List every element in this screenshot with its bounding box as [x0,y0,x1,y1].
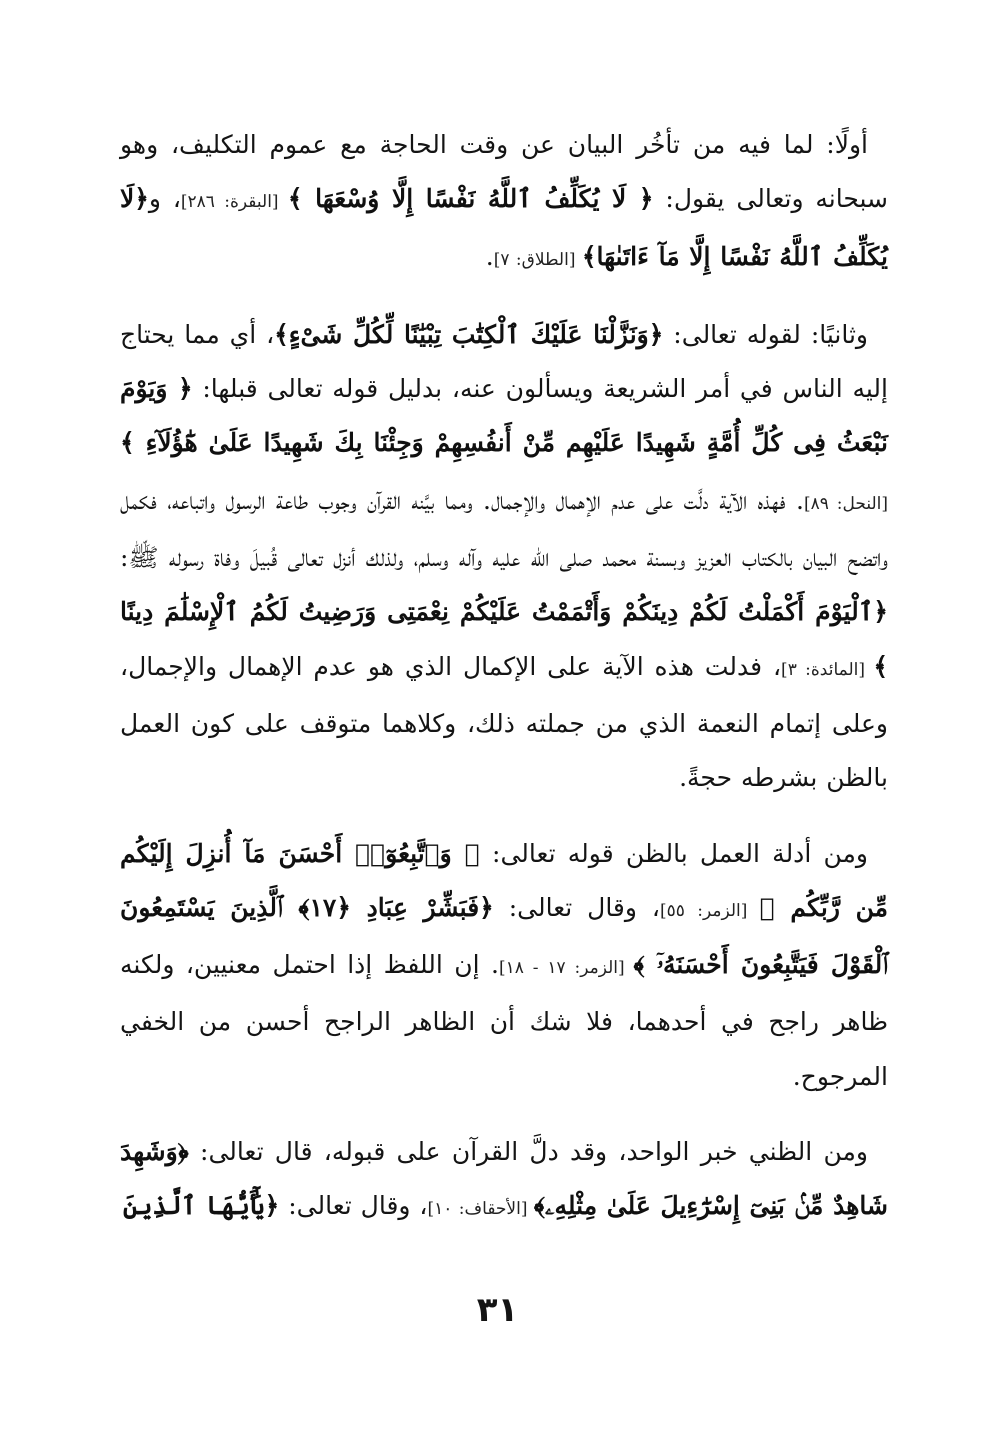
verse-reference: [المائدة: ٣] [781,659,874,680]
quran-verse: ﴿وَشَهِدَ شَاهِدٌ مِّنۢ بَنِىٓ إِسْرَٰٓءِيلَ عَلَىٰ مِثْلِهِۦ﴾ [120,1137,888,1221]
quran-verse: ﴿ وَٱتَّبِعُوٓا۟ أَحْسَنَ مَآ أُنزِلَ إِلَيْكُم مِّن رَّبِّكُم ﴾ [120,838,889,922]
body-text: . إن اللفظ إذا احتمل معنيين، ولكنه ظاهر راجح في أحدهما، فلا شك أن الظاهر الراجح أحسن من الخفي المرجوح. [120,950,888,1091]
body-text: . [485,241,494,271]
body-text: أولًا: لما فيه من تأخُر البيان عن وقت الحاجة مع عموم التكليف، وهو سبحانه وتعالى يقول: [120,130,888,214]
body-text: ، وقال تعالى: [493,892,660,922]
page-number: ٣١ [476,1290,519,1330]
quran-verse: ﴿يَٰٓأَيُّهَا ٱلَّذِينَ [123,1191,280,1221]
body-text: ومن الظني خبر الواحد، وقد دلَّ القرآن على قبوله، قال تعالى: [188,1137,868,1167]
body-text: ، و [148,184,181,214]
verse-reference: [الزمر: ٥٥] [659,900,760,921]
body-text: ، فدلت هذه الآية على الإكمال الذي هو عدم الإهمال والإجمال، وعلى إتمام النعمة الذي من جملته ذلك، وكلاهما متوقف على كون العمل بالظن بشرطه حجةً. [120,651,888,793]
verse-reference: [الزمر: ١٧ - ١٨] [498,958,634,979]
body-text: ، وقال تعالى: [279,1191,428,1221]
verse-reference: [الأحقاف: ١٠] [427,1199,534,1220]
body-text: . فهذه الآية دلَّت على عدم الإهمال والإجمال. ومما بيَّنه القرآن وجوب طاعة الرسول واتباعه، فكمل واتضح البيان بالكتاب العزيز وبسنة محمد صلى الله عليه وآله وسلم، ولذلك أنزل تعالى قُبيلَ وفاة رسوله ﷺ: [120,485,888,573]
body-text: وثانيًا: لقوله تعالى: [663,319,869,349]
paragraph-2 [120,308,888,806]
verse-reference: [النحل: ٨٩] [803,493,888,514]
quran-verse: ﴿وَنَزَّلْنَا عَلَيْكَ ٱلْكِتَٰبَ تِبْيَٰنًا لِّكُلِّ شَىْءٍ﴾ [274,319,664,349]
paragraph-1 [120,118,888,287]
quran-verse: ﴿فَبَشِّرْ عِبَادِ ﴿١٧﴾ ٱلَّذِينَ يَسْتَمِعُونَ ٱلْقَوْلَ فَيَتَّبِعُونَ أَحْسَنَهُۥٓ ﴾ [120,892,888,980]
body-text: ومن أدلة العمل بالظن قوله تعالى: [479,838,869,868]
page-body [120,118,888,1237]
body-text: ، أي مما يحتاج إليه الناس في أمر الشريعة ويسألون عنه، بدليل قوله تعالى قبلها: [120,319,888,404]
quran-verse: ﴿ٱلْيَوْمَ أَكْمَلْتُ لَكُمْ دِينَكُمْ وَأَتْمَمْتُ عَلَيْكُمْ نِعْمَتِى وَرَضِيتُ لَكُمُ ٱلْإِسْلَٰمَ دِينًا ﴾ [120,597,889,681]
quran-verse: ﴿ وَيَوْمَ نَبْعَثُ فِى كُلِّ أُمَّةٍ شَهِيدًا عَلَيْهِم مِّنْ أَنفُسِهِمْ وَجِئْنَا بِكَ شَهِيدًا عَلَىٰ هَٰٓؤُلَآءِ ﴾ [120,374,888,458]
verse-reference: [الطلاق: ٧] [493,249,582,270]
paragraph-3 [120,827,888,1104]
quran-verse: ﴿ لَا يُكَلِّفُ ٱللَّهُ نَفْسًا إِلَّا وُسْعَهَا ﴾ [287,184,654,214]
verse-reference: [البقرة: ٢٨٦] [180,192,288,213]
paragraph-4 [120,1125,888,1237]
quran-verse: ﴿لَا يُكَلِّفُ ٱللَّهُ نَفْسًا إِلَّا مَآ ءَاتَىٰهَا﴾ [120,184,888,271]
